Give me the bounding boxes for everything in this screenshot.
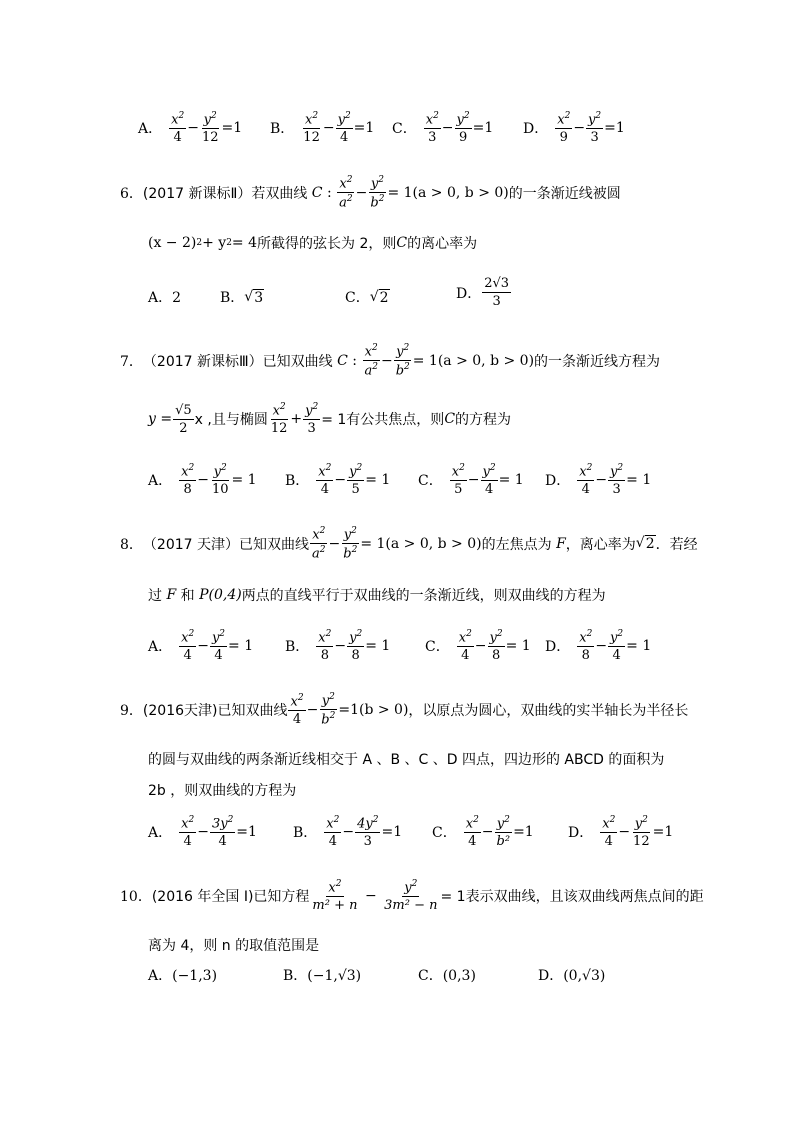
q10-option-d: D．(0,√3) (538, 968, 606, 984)
q6-option-d: D． $\frac{2√3}{3}$ (456, 276, 510, 309)
q9-option-d: D． $\frac{x^2}{4}$ − $\frac{y^2}{12}$ =1 (568, 815, 674, 850)
q7-option-b: B． $\frac{x^2}{4}$ − $\frac{y^2}{5}$ = 1 (285, 463, 391, 498)
q5-option-a: A． $\frac{x^2}{4}$ − $\frac{y^2}{12}$ =1 (138, 111, 243, 146)
q6-option-a: A．2 (148, 290, 182, 306)
q8-line2: 过 F 和 P(0,4) 两点的直线平行于双曲线的一条渐近线，则双曲线的方程为 (148, 587, 606, 604)
q7-option-d: D． $\frac{x^2}{4}$ − $\frac{y^2}{3}$ = 1 (545, 463, 652, 498)
q9-stem: 9． (2016天津)已知双曲线 $\frac{x^2}{4}$ − $\frac{y^2}{b^2}$ =1(b > 0) ，以原点为圆心，双曲线的实半轴长为半径长 (120, 692, 689, 728)
q7-option-a: A． $\frac{x^2}{8}$ − $\frac{y^2}{10}$ = 1 (148, 463, 257, 498)
q5-option-c: C． $\frac{x^2}{3}$ − $\frac{y^2}{9}$ =1 (392, 111, 494, 146)
q10-line2: 离为 4，则 n 的取值范围是 (148, 938, 320, 954)
q6-line2: (x − 2) 2 + y 2 = 4 所截得的弦长为 2，则 C 的离心率为 (148, 235, 478, 252)
q9-line3: 2b ，则双曲线的方程为 (148, 783, 297, 799)
q9-option-a: A． $\frac{x^2}{4}$ − $\frac{3y^2}{4}$ =1 (148, 815, 257, 850)
q9-line2: 的圆与双曲线的两条渐近线相交于 A 、B 、C 、D 四点，四边形的 ABCD 的面积为 (148, 752, 665, 768)
q6-option-c: C． √ 2 (345, 288, 389, 306)
q8-option-a: A． $\frac{x^2}{4}$ − $\frac{y^2}{4}$ = 1 (148, 629, 254, 664)
q7-option-c: C． $\frac{x^2}{5}$ − $\frac{y^2}{4}$ = 1 (418, 463, 524, 498)
q8-stem: 8． （2017 天津）已知双曲线 $\frac{x^2}{a^2}$ − $\frac{y^2}{b^2}$ = 1(a > 0, b > 0) 的左焦点为 F ，离心率为 √ 2 ．若经 (120, 526, 698, 562)
q6-option-b: B． √ 3 (220, 288, 264, 306)
q9-option-c: C． $\frac{x^2}{4}$ − $\frac{y^2}{\text{b²}}$ =1 (432, 815, 534, 850)
q5-option-d: D． $\frac{x^2}{9}$ − $\frac{y^2}{3}$ =1 (523, 111, 625, 146)
q10-option-b: B．(−1,√3) (283, 968, 362, 984)
q8-option-d: D． $\frac{x^2}{8}$ − $\frac{y^2}{4}$ = 1 (545, 629, 652, 664)
q5-option-b: B． $\frac{x^2}{12}$ − $\frac{y^2}{4}$ =1 (270, 111, 375, 146)
q10-option-a: A．(−1,3) (148, 968, 218, 984)
q10-option-c: C．(0,3) (418, 968, 476, 984)
q8-option-c: C． $\frac{x^2}{4}$ − $\frac{y^2}{8}$ = 1 (425, 629, 531, 664)
q10-stem: 10． (2016 年全国 I)已知方程 $\frac{x^2}{\text{m² + n}}$ − $\frac{y^2}{\text{3m² − n}}$ = 1表示双曲线，且该双曲线两焦点间的距 (120, 879, 704, 914)
q7-line2: y = $\frac{√5}{2}$ x ,且与椭圆 $\frac{x^2}{12}$ + $\frac{y^2}{3}$ = 1有公共焦点，则 C 的方程为 (148, 402, 512, 437)
q9-option-b: B． $\frac{x^2}{4}$ − $\frac{4y^2}{3}$ =1 (293, 815, 403, 850)
q8-option-b: B． $\frac{x^2}{8}$ − $\frac{y^2}{8}$ = 1 (285, 629, 391, 664)
q7-stem: 7． （2017 新课标Ⅲ）已知双曲线 C : $\frac{x^2}{a^2}$ − $\frac{y^2}{b^2}$ = 1(a > 0, b > 0) 的一条渐近线方程为 (120, 343, 661, 379)
q6-stem: 6． (2017 新课标Ⅱ）若双曲线 C : $\frac{x^2}{a^2}$ − $\frac{y^2}{b^2}$ = 1(a > 0, b > 0) 的一条渐近线被圆 (120, 175, 621, 211)
